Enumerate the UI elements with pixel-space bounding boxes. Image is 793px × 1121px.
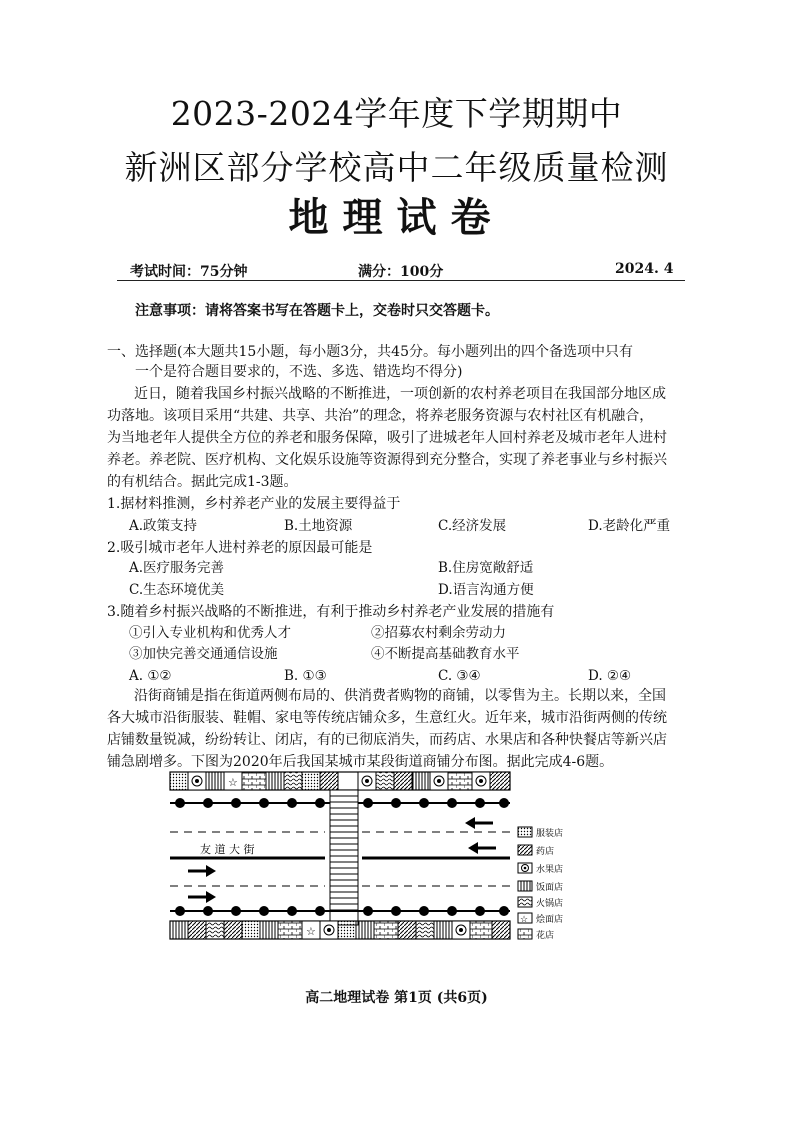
svg-text:☆: ☆ xyxy=(520,915,529,925)
svg-text:☆: ☆ xyxy=(306,925,316,938)
legend-label: 花店 xyxy=(536,931,555,941)
legend-label: 水果店 xyxy=(536,865,564,875)
exam-subject-title: 地理试卷 xyxy=(288,194,505,241)
legend-swatch-pharmacy xyxy=(518,845,532,855)
exam-year-title: 2023-2024学年度下学期期中 xyxy=(170,94,623,133)
q1-option-b: B.土地资源 xyxy=(284,518,353,534)
q3-item-2: ②招募农村剩余劳动力 xyxy=(371,625,506,641)
section-heading-line2: 一个是符合题目要求的，不选、多选、错选均不得分) xyxy=(135,364,463,380)
passage1-line: 近日，随着我国乡村振兴战略的不断推进，一项创新的农村养老项目在我国部分地区成 xyxy=(134,386,666,402)
passage2-line: 铺急剧增多。下图为2020年后我国某城市某段街道商铺分布图。据此完成4-6题。 xyxy=(107,754,614,770)
q3-option-d: D. ②④ xyxy=(588,668,632,684)
legend-swatch-noodle xyxy=(518,881,532,891)
svg-text:☆: ☆ xyxy=(228,776,238,789)
passage2-line: 沿街商铺是指在街道两侧布局的、供消费者购物的商铺，以零售为主。长期以来，全国 xyxy=(134,688,666,704)
legend-label: 烩面店 xyxy=(536,915,564,925)
legend-label: 药店 xyxy=(536,847,555,857)
q3-option-c: C. ③④ xyxy=(438,668,481,684)
top-shop-row xyxy=(170,772,510,790)
section-heading-line1: 一、选择题(本大题共15小题，每小题3分，共45分。每小题列出的四个备选项中只有 xyxy=(107,344,633,360)
q2-option-a: A.医疗服务完善 xyxy=(129,560,225,576)
legend-label: 服装店 xyxy=(536,829,564,839)
q2-option-d: D.语言沟通方便 xyxy=(438,582,534,598)
q3-option-b: B. ①③ xyxy=(284,668,327,684)
legend-swatch-flower xyxy=(518,929,532,939)
crosswalk xyxy=(330,790,358,925)
passage1-line: 的有机结合。据此完成1-3题。 xyxy=(107,474,298,490)
q3-item-1: ①引入专业机构和优秀人才 xyxy=(129,625,291,641)
passage1-line: 为当地老年人提供全方位的养老和服务保障，吸引了进城老年人回村养老及城市老年人进村 xyxy=(107,430,667,446)
q3-option-a: A. ①② xyxy=(129,668,172,684)
legend-swatch-clothing xyxy=(518,827,532,837)
notice: 注意事项：请将答案书写在答题卡上，交卷时只交答题卡。 xyxy=(135,303,499,319)
street-shop-map xyxy=(160,770,580,945)
q1-option-a: A.政策支持 xyxy=(129,518,198,534)
q3-item-4: ④不断提高基础教育水平 xyxy=(371,646,520,662)
exam-school-title: 新洲区部分学校高中二年级质量检测 xyxy=(124,148,669,187)
question-3-stem: 3.随着乡村振兴战略的不断推进，有利于推动乡村养老产业发展的措施有 xyxy=(107,604,555,620)
exam-date: 2024. 4 xyxy=(615,261,674,277)
page-footer: 高二地理试卷 第1页 (共6页) xyxy=(305,990,488,1006)
header-rule xyxy=(117,280,685,281)
exam-time: 考试时间：75分钟 xyxy=(130,264,248,280)
legend-label: 火锅店 xyxy=(536,899,564,909)
map-legend xyxy=(518,827,563,941)
q1-option-d: D.老龄化严重 xyxy=(588,518,671,534)
exam-score: 满分：100分 xyxy=(358,264,444,280)
question-2-stem: 2.吸引城市老年人进村养老的原因最可能是 xyxy=(107,540,373,556)
q2-option-b: B.住房宽敞舒适 xyxy=(438,560,534,576)
street-name: 友 道 大 街 xyxy=(200,843,255,856)
passage2-line: 店铺数量锐减，纷纷转让、闭店，有的已彻底消失，而药店、水果店和各种快餐店等新兴店 xyxy=(107,732,667,748)
q3-item-3: ③加快完善交通通信设施 xyxy=(129,646,278,662)
q1-option-c: C.经济发展 xyxy=(438,518,507,534)
bottom-shop-row xyxy=(170,921,510,939)
q2-option-c: C.生态环境优美 xyxy=(129,582,225,598)
legend-label: 饭面店 xyxy=(536,883,564,893)
legend-swatch-hotpot xyxy=(518,897,532,907)
passage1-line: 养老。养老院、医疗机构、文化娱乐设施等资源得到充分整合，实现了养老事业与乡村振兴 xyxy=(107,452,667,468)
question-1-stem: 1.据材料推测，乡村养老产业的发展主要得益于 xyxy=(107,496,401,512)
passage1-line: 功落地。该项目采用“共建、共享、共治”的理念，将养老服务资源与农村社区有机融合， xyxy=(107,408,654,424)
passage2-line: 各大城市沿街服装、鞋帽、家电等传统店铺众多，生意红火。近年来，城市沿街两侧的传统 xyxy=(107,710,667,726)
